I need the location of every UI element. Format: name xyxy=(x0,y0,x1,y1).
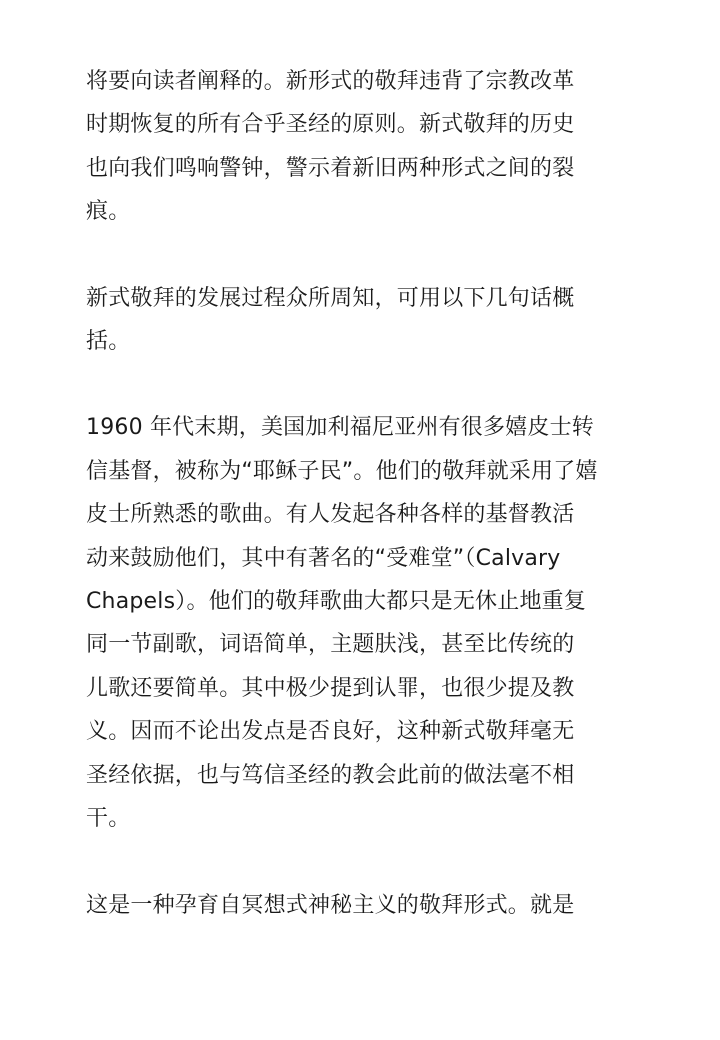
text-line: Chapels）。他们的敬拜歌曲大都只是无休止地重复 xyxy=(86,589,587,615)
text-line: 将要向读者阐释的。新形式的敬拜违背了宗教改革 xyxy=(86,69,575,94)
paragraph-2 xyxy=(86,277,638,364)
text-line: 信基督，被称为“耶稣子民”。他们的敬拜就采用了嬉 xyxy=(86,458,598,484)
text-line: 动来鼓励他们，其中有著名的“受难堂”（Calvary xyxy=(86,545,561,571)
body-text xyxy=(86,60,638,970)
text-line: 干。 xyxy=(86,806,131,832)
text-line: 皮士所熟悉的歌曲。有人发起各种各样的基督教活 xyxy=(86,502,575,528)
paragraph-1 xyxy=(86,60,638,234)
text-line: 这是一种孕育自冥想式神秘主义的敬拜形式。就是 xyxy=(86,892,575,918)
text-line: 括。 xyxy=(86,329,131,355)
text-line: 也向我们鸣响警钟，警示着新旧两种形式之间的裂 xyxy=(86,155,575,181)
text-line: 1960 年代末期，美国加利福尼亚州有很多嬉皮士转 xyxy=(86,415,594,441)
text-line: 圣经依据，也与笃信圣经的教会此前的做法毫不相 xyxy=(86,762,575,788)
text-line: 同一节副歌，词语简单，主题肤浅，甚至比传统的 xyxy=(86,632,575,658)
text-line: 痕。 xyxy=(86,199,131,225)
text-line: 义。因而不论出发点是否良好，这种新式敬拜毫无 xyxy=(86,719,575,745)
paragraph-4 xyxy=(86,884,638,927)
paragraph-3 xyxy=(86,406,638,840)
text-line: 儿歌还要简单。其中极少提到认罪，也很少提及教 xyxy=(86,675,575,701)
text-line: 时期恢复的所有合乎圣经的原则。新式敬拜的历史 xyxy=(86,112,575,138)
text-line: 新式敬拜的发展过程众所周知，可用以下几句话概 xyxy=(86,285,575,311)
